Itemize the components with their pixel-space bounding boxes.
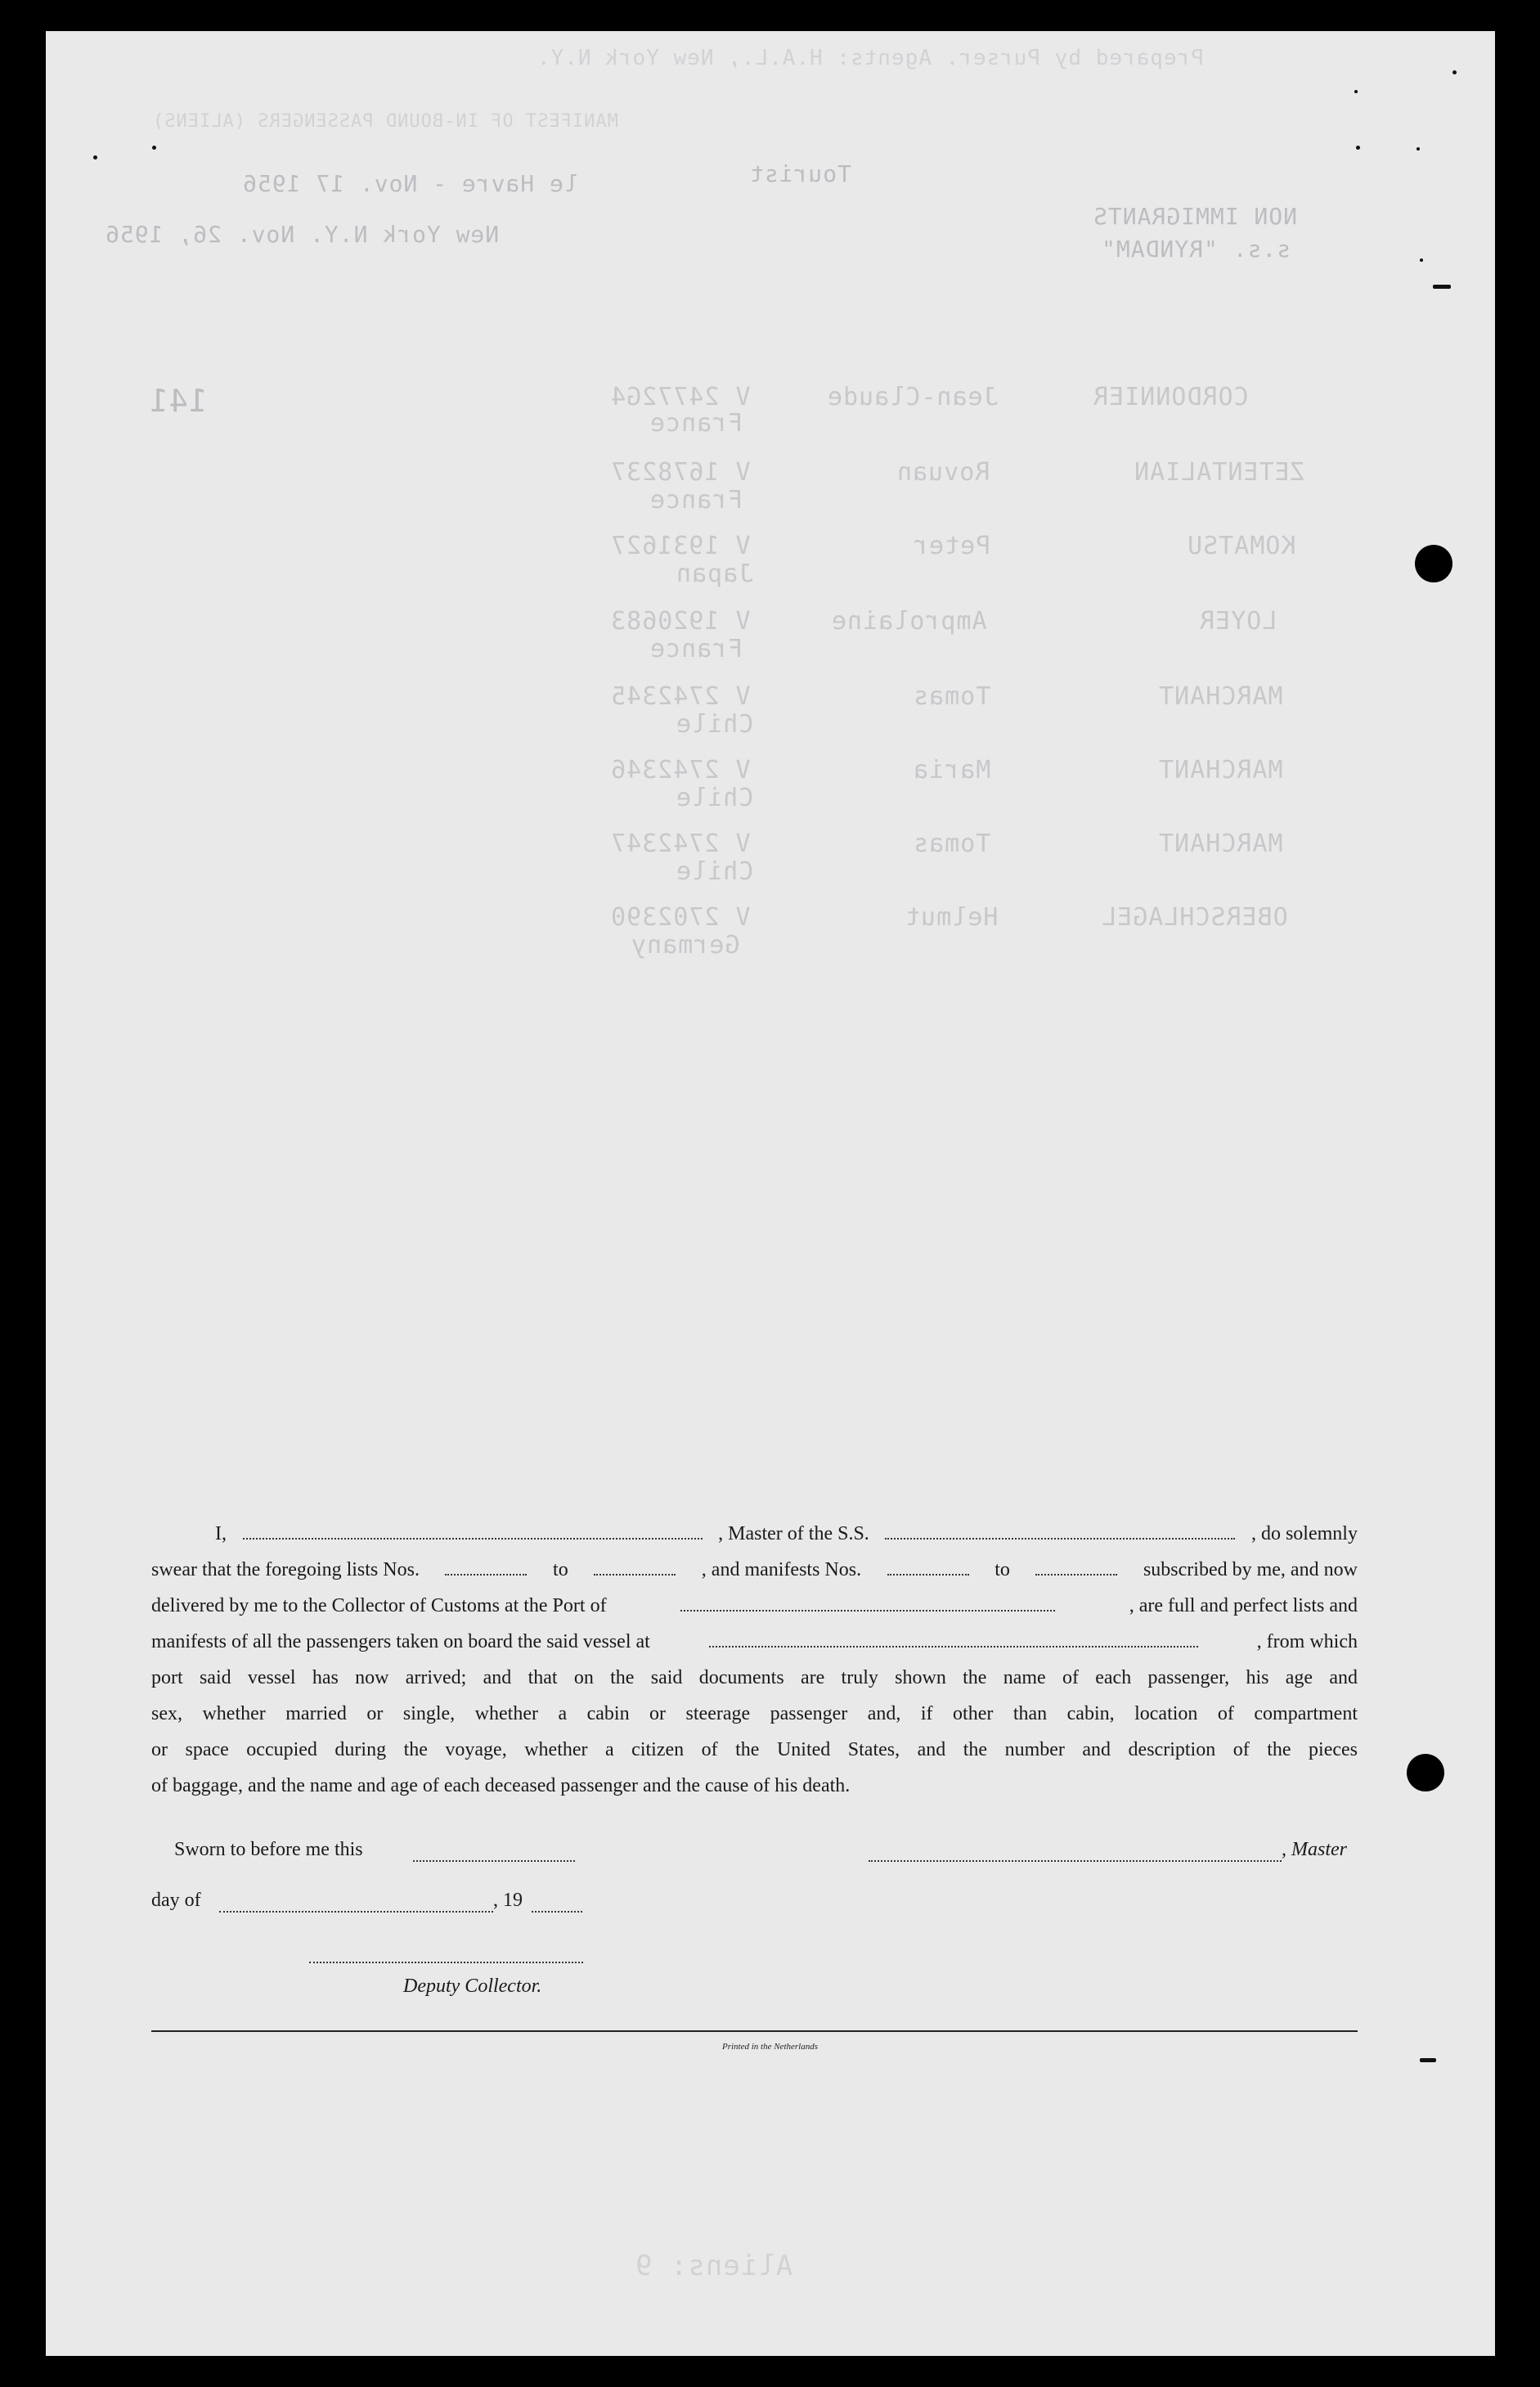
- bleed-row-1-surname: CORDONNIER: [1093, 383, 1249, 411]
- month-field[interactable]: [219, 1899, 493, 1913]
- oath-text: , Master of the S.S.: [718, 1523, 869, 1544]
- bleed-row-4-given: Amprolaine: [831, 607, 987, 636]
- bleed-header-route: le Havre - Nov. 17 1956: [242, 170, 578, 197]
- master-signature-field[interactable]: [869, 1849, 1282, 1862]
- oath-text: swear that the foregoing lists Nos.: [151, 1559, 420, 1580]
- speck: [93, 155, 97, 160]
- oath-text: to: [553, 1559, 568, 1580]
- manifests-to-field[interactable]: [1035, 1562, 1117, 1576]
- bleed-row-7-visa: V 2742347: [610, 829, 751, 858]
- punch-hole-top: [1415, 545, 1452, 582]
- bleed-header-vessel: s.s. "RYNDAM": [1101, 236, 1291, 263]
- speck: [152, 146, 156, 150]
- bleed-row-3-country: Japan: [676, 560, 754, 588]
- bleed-row-7-country: Chile: [676, 857, 754, 886]
- bleed-page-number: 141: [149, 383, 208, 419]
- bleed-row-4-visa: V 1920683: [610, 607, 751, 636]
- year-field[interactable]: [532, 1899, 582, 1913]
- bleed-row-2-surname: ZETENTALIAN: [1134, 458, 1305, 487]
- master-label: , Master: [1282, 1839, 1347, 1860]
- bleed-row-2-visa: V 1678237: [610, 458, 751, 487]
- speck: [1420, 258, 1423, 262]
- printer-imprint: Printed in the Netherlands: [721, 2042, 818, 2052]
- bleed-row-3-visa: V 1931627: [610, 532, 751, 560]
- footer-rule: [151, 2030, 1358, 2032]
- bleed-row-4-surname: LOYER: [1199, 607, 1277, 636]
- bleed-header-line1: Prepared by Purser. Agents: H.A.L., New York N.Y.: [537, 46, 1205, 70]
- oath-text: port said vessel has now arrived; and that on the said documents are truly shown the name of each passenger, his age and: [151, 1667, 1358, 1688]
- oath-line-7: [151, 1739, 1358, 1761]
- oath-text: , and manifests Nos.: [701, 1559, 862, 1580]
- speck: [1433, 285, 1451, 289]
- bleed-row-6-country: Chile: [676, 784, 754, 812]
- oath-line-6: [151, 1703, 1358, 1725]
- oath-text: to: [994, 1559, 1010, 1580]
- oath-text: subscribed by me, and now: [1143, 1559, 1358, 1580]
- punch-hole-bottom: [1407, 1754, 1444, 1791]
- manifests-from-field[interactable]: [887, 1562, 969, 1576]
- master-name-field[interactable]: [243, 1526, 703, 1540]
- oath-text: I,: [215, 1523, 227, 1544]
- bleed-row-8-given: Helmut: [905, 903, 999, 932]
- port-of-departure-field[interactable]: [709, 1634, 1198, 1648]
- oath-line-3: [151, 1595, 1358, 1617]
- oath-line-2: [151, 1559, 1358, 1581]
- speck: [1452, 70, 1457, 74]
- oath-text: or space occupied during the voyage, whether a citizen of the United States, and the number and description of the pieces: [151, 1739, 1358, 1760]
- oath-text: delivered by me to the Collector of Customs at the Port of: [151, 1595, 607, 1616]
- oath-text: sex, whether married or single, whether a cabin or steerage passenger and, if other than cabin, location of compartment: [151, 1703, 1358, 1724]
- oath-line-4: [151, 1631, 1358, 1653]
- bleed-row-8-country: Germany: [631, 931, 740, 960]
- oath-text: , do solemnly: [1250, 1523, 1358, 1544]
- bleed-row-6-given: Maria: [913, 756, 991, 784]
- bleed-row-1-visa: V 24772G4: [610, 383, 751, 411]
- bleed-header-non-immigrants: NON IMMIGRANTS: [1093, 203, 1298, 230]
- lists-from-field[interactable]: [445, 1562, 527, 1576]
- oath-text: manifests of all the passengers taken on board the said vessel at: [151, 1631, 650, 1652]
- bleed-row-2-given: Rovuan: [896, 458, 990, 487]
- bleed-footer-aliens: Aliens: 9: [635, 2250, 793, 2282]
- bleed-row-3-surname: KOMATSU: [1187, 532, 1296, 560]
- sworn-day-field[interactable]: [413, 1849, 575, 1862]
- bleed-row-7-surname: MARCHANT: [1158, 829, 1283, 858]
- bleed-header-tourist: Tourist: [749, 160, 852, 187]
- oath-line-8: [151, 1775, 1358, 1797]
- speck: [1417, 147, 1420, 151]
- port-of-arrival-field[interactable]: [680, 1598, 1055, 1612]
- oath-line-5: [151, 1667, 1358, 1689]
- sworn-label: Sworn to before me this: [174, 1839, 363, 1860]
- bleed-row-7-given: Tomas: [913, 829, 991, 858]
- oath-line-1: [151, 1523, 1358, 1545]
- bleed-row-3-given: Peter: [913, 532, 991, 560]
- bleed-row-4-country: France: [649, 635, 743, 663]
- bleed-row-1-country: France: [649, 409, 743, 438]
- day-of-label: day of: [151, 1890, 201, 1911]
- lists-to-field[interactable]: [594, 1562, 676, 1576]
- oath-text: , from which: [1256, 1631, 1358, 1652]
- document-page: [46, 31, 1495, 2356]
- bleed-row-5-visa: V 2742345: [610, 682, 751, 711]
- bleed-row-5-country: Chile: [676, 710, 754, 739]
- deputy-signature-field[interactable]: [309, 1950, 583, 1963]
- bleed-row-6-visa: V 2742346: [610, 756, 751, 784]
- speck: [1354, 90, 1358, 93]
- bleed-row-6-surname: MARCHANT: [1158, 756, 1283, 784]
- vessel-name-field[interactable]: [885, 1526, 1235, 1540]
- year-label: , 19: [493, 1890, 523, 1911]
- bleed-row-2-country: France: [649, 486, 743, 515]
- speck: [1356, 146, 1360, 150]
- bleed-header-line2: MANIFEST OF IN-BOUND PASSENGERS (ALIENS): [152, 111, 618, 132]
- speck: [1420, 2058, 1436, 2062]
- bleed-row-5-surname: MARCHANT: [1158, 682, 1283, 711]
- bleed-row-5-given: Tomas: [913, 682, 991, 711]
- bleed-row-8-visa: V 2702390: [610, 903, 751, 932]
- bleed-row-8-surname: OBERSCHLAGEL: [1101, 903, 1288, 932]
- oath-text: , are full and perfect lists and: [1129, 1595, 1358, 1616]
- bleed-row-1-given: Jean-Claude: [827, 383, 999, 411]
- bleed-header-arrival: New York N.Y. Nov. 26, 1956: [105, 221, 500, 248]
- oath-text: of baggage, and the name and age of each deceased passenger and the cause of his death.: [151, 1775, 851, 1796]
- deputy-collector-label: Deputy Collector.: [403, 1976, 542, 1997]
